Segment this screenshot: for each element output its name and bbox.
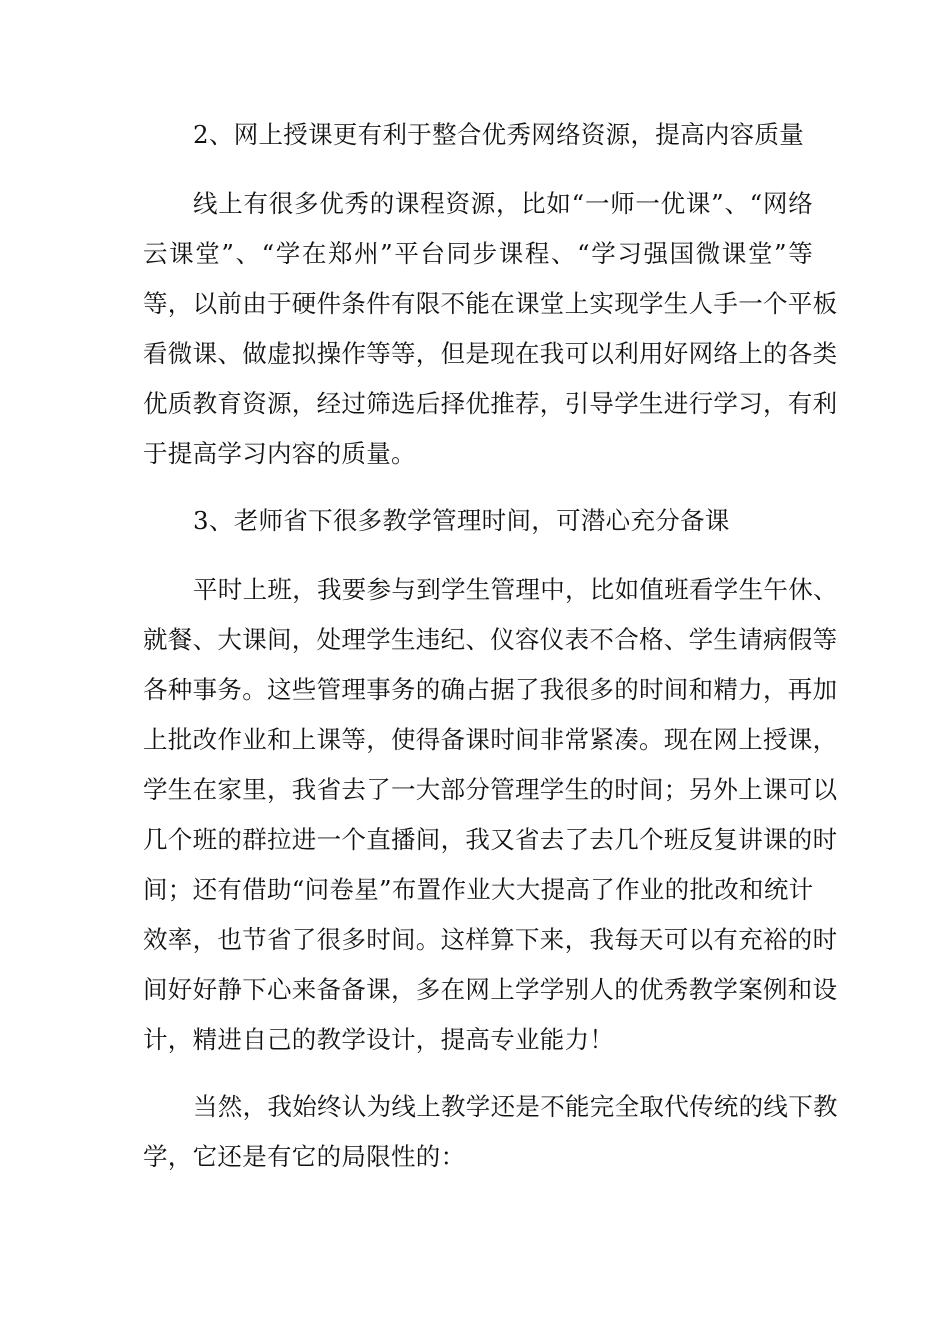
paragraph-line: 间；还有借助“问卷星”布置作业大大提高了作业的批改和统计 [143,875,814,904]
paragraph-line: 优质教育资源，经过筛选后择优推荐，引导学生进行学习，有利 [143,389,838,418]
paragraph-line: 上批改作业和上课等，使得备课时间非常紧凑。现在网上授课， [143,725,838,754]
paragraph-line: 于提高学习内容的质量。 [143,439,416,468]
paragraph-line: 学生在家里，我省去了一大部分管理学生的时间；另外上课可以 [143,775,838,804]
paragraph-line: 看微课、做虚拟操作等等，但是现在我可以利用好网络上的各类 [143,339,838,368]
paragraph-line: 云课堂”、“学在郑州”平台同步课程、“学习强国微课堂”等 [143,239,813,268]
paragraph-line: 平时上班，我要参与到学生管理中，比如值班看学生午休、 [193,575,838,604]
paragraph-line: 当然，我始终认为线上教学还是不能完全取代传统的线下教 [193,1092,838,1121]
paragraph-line: 各种事务。这些管理事务的确占据了我很多的时间和精力，再加 [143,675,838,704]
section-2-heading: 2、网上授课更有利于整合优秀网络资源，提高内容质量 [193,120,805,149]
paragraph-line: 效率，也节省了很多时间。这样算下来，我每天可以有充裕的时 [143,925,838,954]
paragraph-line: 计，精进自己的教学设计，提高专业能力！ [143,1025,615,1054]
paragraph-line: 间好好静下心来备备课，多在网上学学别人的优秀教学案例和设 [143,975,838,1004]
paragraph-line: 线上有很多优秀的课程资源，比如“一师一优课”、“网络 [193,189,813,218]
paragraph-line: 等，以前由于硬件条件有限不能在课堂上实现学生人手一个平板 [143,289,838,318]
paragraph-line: 学，它还是有它的局限性的： [143,1142,466,1171]
paragraph-line: 就餐、大课间，处理学生违纪、仪容仪表不合格、学生请病假等 [143,625,838,654]
paragraph-line: 几个班的群拉进一个直播间，我又省去了去几个班反复讲课的时 [143,825,838,854]
section-3-heading: 3、老师省下很多教学管理时间，可潜心充分备课 [193,506,730,535]
